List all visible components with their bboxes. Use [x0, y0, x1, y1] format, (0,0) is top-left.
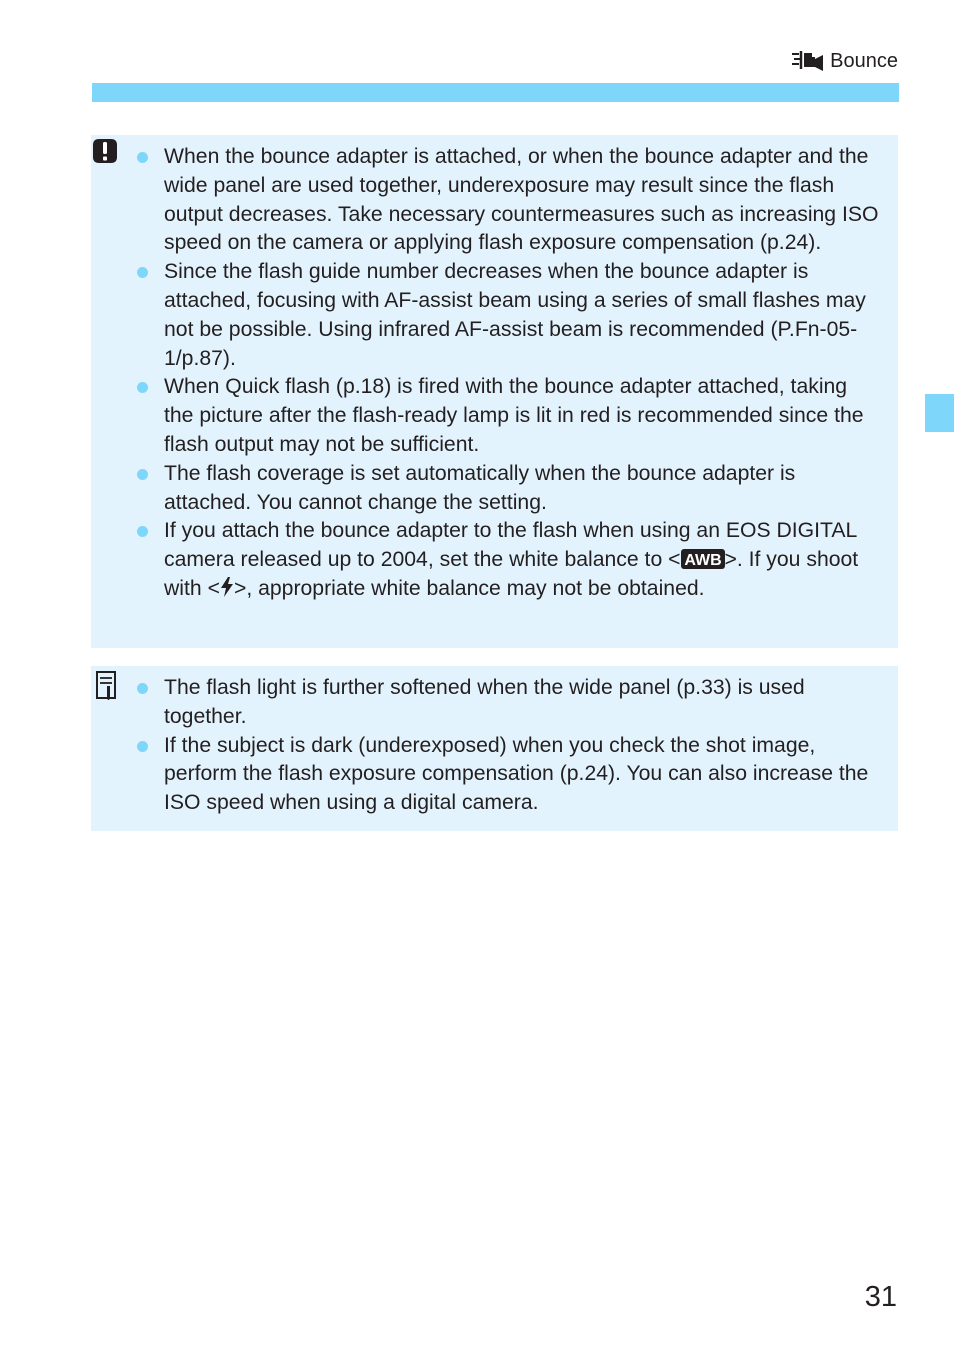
awb-icon [681, 549, 725, 569]
bullet-icon [137, 382, 148, 393]
bullet-icon [137, 741, 148, 752]
list-item: If you attach the bounce adapter to the flash when using an EOS DIGITAL camera released up to 2004, set the white balance to < AWB >. If you shoot with < >, appropriate white balance may not be obtained. [135, 517, 882, 603]
flash-icon [220, 576, 234, 598]
bullet-icon [137, 267, 148, 278]
list-item: Since the flash guide number decreases when the bounce adapter is attached, focusing with AF-assist beam using a series of small flashes may not be possible. Using infrared AF-assist beam is recommended (P.Fn-05-1/p.87). [135, 258, 882, 373]
header-title: Bounce [830, 49, 898, 72]
bullet-icon [137, 683, 148, 694]
bullet-icon [137, 526, 148, 537]
chapter-tab [925, 394, 954, 432]
header-bar [92, 83, 899, 102]
svg-text:AWB: AWB [683, 552, 722, 570]
bullet-icon [137, 469, 148, 480]
bullet-icon [137, 152, 148, 163]
note-list [135, 674, 882, 818]
caution-icon [91, 137, 119, 165]
page-header [790, 49, 898, 73]
list-item: The flash coverage is set automatically when the bounce adapter is attached. You cannot change the setting. [135, 460, 882, 518]
bounce-flash-icon [790, 49, 824, 73]
list-item: When Quick flash (p.18) is fired with the bounce adapter attached, taking the picture after the flash-ready lamp is lit in red is recommended since the flash output may not be sufficient. [135, 373, 882, 459]
list-item: If the subject is dark (underexposed) when you check the shot image, perform the flash exposure compensation (p.24). You can also increase the ISO speed when using a digital camera. [135, 732, 882, 818]
caution-box [91, 135, 898, 648]
note-box [91, 666, 898, 831]
list-item: The flash light is further softened when the wide panel (p.33) is used together. [135, 674, 882, 732]
memo-icon [94, 670, 118, 700]
page-number: 31 [864, 1281, 897, 1313]
list-item: When the bounce adapter is attached, or when the bounce adapter and the wide panel are used together, underexposure may result since the flash output decreases. Take necessary countermeasures such as increasing ISO speed on the camera or applying flash exposure compensation (p.24). [135, 143, 882, 258]
caution-list [135, 143, 882, 604]
